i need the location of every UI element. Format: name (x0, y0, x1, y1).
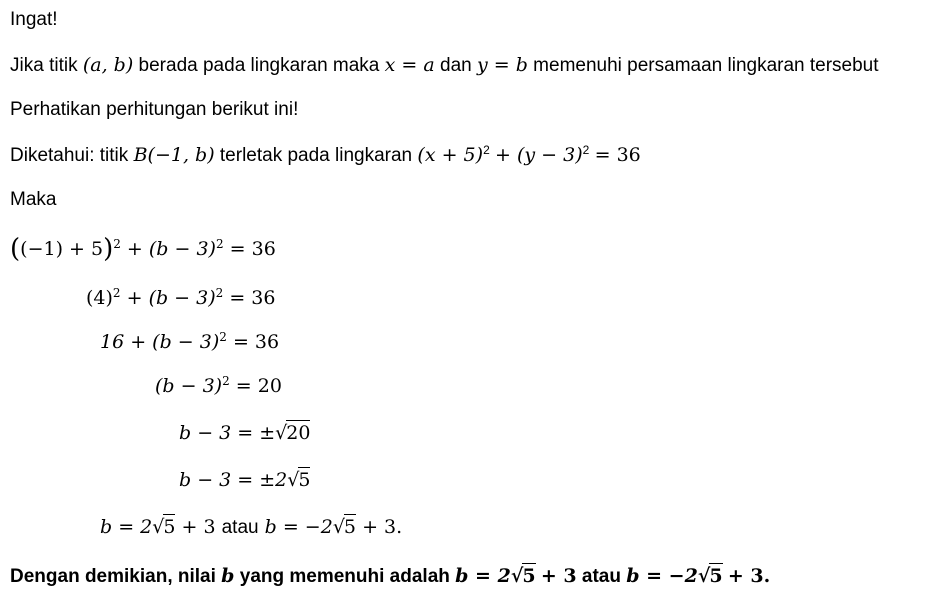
exp: 2 (582, 142, 590, 157)
big-paren-close: ) (103, 234, 114, 264)
sqrt (287, 468, 310, 492)
radicand: 5 (298, 469, 311, 491)
exp: 2 (112, 285, 121, 300)
step-3 (100, 330, 279, 354)
conclusion-v1-b: + 3 (540, 565, 577, 587)
conclusion-prefix: Dengan demikian, nilai (10, 566, 216, 587)
step-4-c: = 20 (235, 375, 282, 397)
radical-sign: √ (510, 565, 524, 587)
conclusion-atau: atau (581, 566, 621, 587)
rule-point: (a, b) (82, 54, 134, 76)
given-eq-c: = 36 (594, 144, 641, 166)
step-7-c: b = −2 (264, 516, 333, 538)
exp: 2 (219, 329, 227, 344)
exp: 2 (215, 285, 224, 300)
rule-dan: dan (440, 55, 472, 76)
radical-sign: √ (332, 516, 345, 538)
step-7-b: + 3 (181, 516, 216, 538)
step-2-b: + (b − 3) (126, 287, 216, 309)
intro: Perhatikan perhitungan berikut ini! (10, 99, 299, 120)
sqrt (511, 564, 536, 588)
step-6-a: b − 3 = ±2 (179, 469, 288, 491)
conclusion (10, 564, 770, 589)
step-1 (10, 234, 276, 264)
given-prefix: Diketahui: titik (10, 145, 129, 166)
radical-sign: √ (275, 422, 288, 444)
radicand: 5 (522, 565, 536, 587)
given-mid: terletak pada lingkaran (219, 145, 413, 166)
rule-prefix: Jika titik (10, 55, 78, 76)
step-2 (86, 286, 275, 310)
radical-sign: √ (152, 516, 165, 538)
radicand: 5 (343, 516, 357, 538)
given-eq-a: (x + 5) (417, 144, 484, 166)
radicand: 20 (286, 422, 311, 444)
given-line (10, 143, 641, 168)
step-2-a: (4) (86, 287, 113, 309)
sqrt (698, 564, 723, 588)
heading: Ingat! (10, 9, 58, 30)
rule-y-eq: y = b (476, 54, 528, 76)
exp: 2 (113, 236, 121, 251)
step-7-d: + 3. (362, 516, 403, 538)
sqrt (275, 421, 310, 445)
sqrt (333, 515, 356, 539)
maka-label: Maka (10, 189, 57, 210)
step-1-c: = 36 (229, 238, 276, 260)
conclusion-v2-b: + 3. (727, 565, 771, 587)
step-7-a: b = 2 (100, 516, 153, 538)
rule-suffix: memenuhi persamaan lingkaran tersebut (533, 55, 879, 76)
exp: 2 (215, 236, 224, 251)
radical-sign: √ (287, 469, 300, 491)
exp: 2 (483, 142, 490, 157)
conclusion-b: b (221, 565, 235, 587)
step-1-a: (−1) + 5 (20, 238, 104, 260)
exp: 2 (222, 373, 230, 388)
given-eq-b: + (y − 3) (495, 144, 583, 166)
step-1-b: + (b − 3) (126, 238, 216, 260)
radicand: 5 (709, 565, 723, 587)
conclusion-mid: yang memenuhi adalah (239, 566, 450, 587)
radical-sign: √ (697, 565, 711, 587)
step-5 (179, 421, 310, 445)
step-7-atau: atau (221, 517, 259, 538)
rule-x-eq: x = a (384, 54, 435, 76)
big-paren-open: ( (10, 234, 21, 264)
rule-mid: berada pada lingkaran maka (138, 55, 380, 76)
step-6 (179, 468, 310, 492)
step-3-c: = 36 (232, 331, 280, 353)
given-point: B(−1, b) (133, 144, 215, 166)
step-4 (155, 374, 282, 398)
sqrt (152, 515, 175, 539)
step-2-c: = 36 (229, 287, 276, 309)
step-4-a: (b − 3) (155, 375, 223, 397)
rule-line (10, 53, 879, 78)
conclusion-v2-a: b = −2 (626, 565, 698, 587)
conclusion-v1-a: b = 2 (455, 565, 511, 587)
step-5-a: b − 3 = ± (179, 422, 276, 444)
radicand: 5 (163, 516, 176, 538)
step-3-a: 16 + (b − 3) (100, 331, 220, 353)
step-7 (100, 515, 402, 540)
